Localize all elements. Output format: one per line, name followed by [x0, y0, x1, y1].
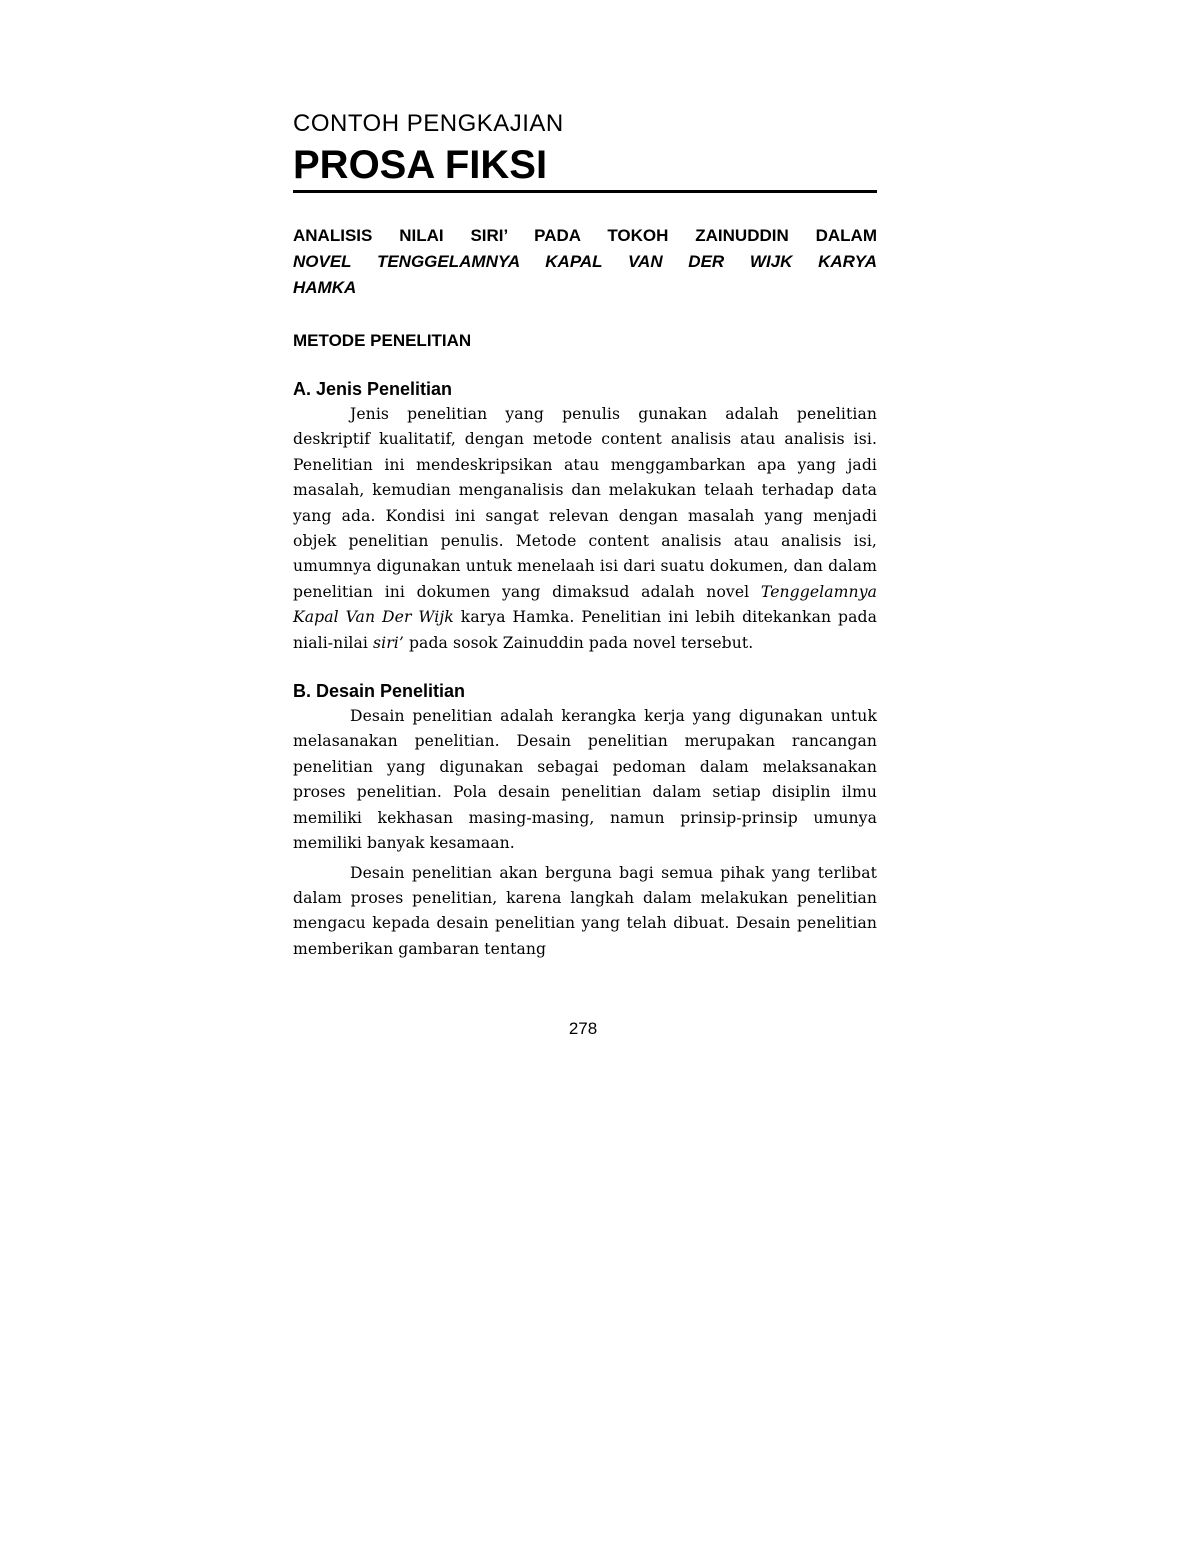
- page-content: [293, 108, 877, 962]
- header-title: PROSA FIKSI: [293, 143, 548, 187]
- paragraph-text: Jenis penelitian yang penulis gunakan adalah penelitian deskriptif kualitatif, dengan metode content analisis atau analisis isi. Penelitian ini mendeskripsikan atau menggambarkan apa yang jadi masalah, kemudian menganalisis dan melakukan telaah terhadap data yang ada. Kondisi ini sangat relevan dengan masalah yang menjadi objek penelitian penulis. Metode content analisis atau analisis isi, umumnya digunakan untuk menelaah isi dari suatu dokumen, dan dalam penelitian ini dokumen yang dimaksud adalah novel: [293, 405, 877, 601]
- article-title: [293, 223, 877, 301]
- subsection-heading-a: A. Jenis Penelitian: [293, 379, 453, 399]
- article-title-line-1: ANALISIS NILAI SIRI’ PADA TOKOH ZAINUDDIN DALAM: [293, 226, 877, 245]
- subsection-heading-b: B. Desain Penelitian: [293, 681, 466, 702]
- header-kicker: CONTOH PENGKAJIAN: [293, 110, 564, 137]
- article-title-line-3: HAMKA: [293, 278, 357, 297]
- paragraph-desain-1: Desain penelitian adalah kerangka kerja yang digunakan untuk melasanakan penelitian. Desain penelitian merupakan rancangan penelitian yang digunakan sebagai pedoman dalam melaksanakan proses penelitian. Pola desain penelitian dalam setiap disiplin ilmu memiliki kekhasan masing-masing, namun prinsip-prinsip umunya memiliki banyak kesamaan.: [293, 707, 877, 853]
- page-number: 278: [568, 1019, 598, 1038]
- paragraph-text: pada sosok Zainuddin pada novel tersebut.: [403, 633, 754, 652]
- article-title-line-2: NOVEL TENGGELAMNYA KAPAL VAN DER WIJK KARYA: [293, 252, 877, 271]
- paragraph-desain-2: Desain penelitian akan berguna bagi semua pihak yang terlibat dalam proses penelitian, karena langkah dalam melakukan penelitian mengacu kepada desain penelitian yang telah dibuat. Desain penelitian memberikan gambaran tentang: [293, 863, 877, 958]
- header-divider: [293, 190, 877, 193]
- paragraph-text: karya Hamka. Penelitian ini lebih ditekankan pada niali-nilai: [293, 608, 877, 652]
- novel-title-italic: Tenggelamnya Kapal Van Der Wijk: [293, 582, 877, 627]
- section-heading-metode: METODE PENELITIAN: [293, 331, 472, 350]
- siri-term-italic: siri’: [373, 633, 404, 652]
- paragraph-jenis-penelitian: [293, 402, 877, 656]
